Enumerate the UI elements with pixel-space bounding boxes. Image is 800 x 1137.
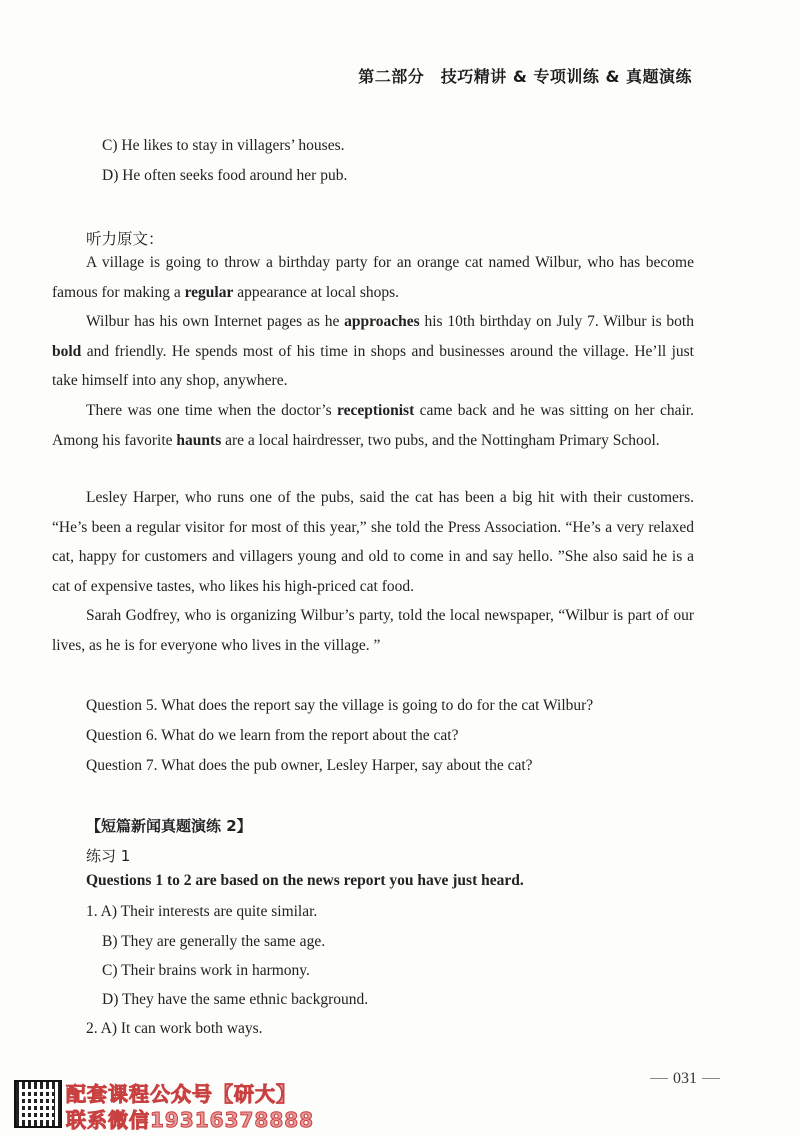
option-1c: C) Their brains work in harmony.: [102, 962, 310, 979]
transcript-paragraph-2: Wilbur has his own Internet pages as he approaches his 10th birthday on July 7. Wilbur is both bold and friendly. He spends most of his time in shops and businesses around the village. He’ll just take himself into any shop, anywhere.: [52, 313, 694, 390]
transcript-paragraph-3: There was one time when the doctor’s receptionist came back and he was sitting on her chair. Among his favorite haunts are a local hairdresser, two pubs, and the Nottingham Primary School.: [52, 402, 694, 449]
question-7: Question 7. What does the pub owner, Lesley Harper, say about the cat?: [86, 757, 533, 774]
section-title: 【短篇新闻真题演练 2】: [86, 817, 252, 835]
option-d-top: D) He often seeks food around her pub.: [102, 167, 348, 184]
option-1a: 1. A) Their interests are quite similar.: [86, 903, 318, 920]
option-2a: 2. A) It can work both ways.: [86, 1020, 263, 1037]
page-number: 031: [650, 1066, 720, 1092]
transcript-paragraph-5: Sarah Godfrey, who is organizing Wilbur’s party, told the local newspaper, “Wilbur is part of our lives, as he is for everyone who lives in the village. ”: [52, 607, 694, 654]
option-c-top: C) He likes to stay in villagers’ houses.: [102, 137, 345, 154]
transcript-label: 听力原文：: [86, 230, 164, 248]
exercise-label: 练习 1: [86, 847, 131, 865]
transcript-paragraph-4: Lesley Harper, who runs one of the pubs, said the cat has been a big hit with their customers. “He’s been a regular visitor for most of this year,” she told the Press Association. “He’s a very relaxed cat, happy for customers and villagers young and old to come in and say hello. ”She also said he is a cat of expensive tastes, who likes his high-priced cat food.: [52, 489, 694, 595]
transcript-paragraph-1: A village is going to throw a birthday party for an orange cat named Wilbur, who has become famous for making a regular appearance at local shops.: [52, 254, 694, 301]
question-6: Question 6. What do we learn from the report about the cat?: [86, 727, 459, 744]
question-5: Question 5. What does the report say the village is going to do for the cat Wilbur?: [86, 697, 594, 714]
qr-code: [14, 1080, 62, 1128]
watermark-line-2: 联系微信19316378888: [66, 1108, 315, 1132]
option-1b: B) They are generally the same age.: [102, 933, 326, 950]
running-header: 第二部分 技巧精讲 & 专项训练 & 真题演练: [358, 67, 692, 86]
questions-instruction: Questions 1 to 2 are based on the news report you have just heard.: [86, 872, 524, 889]
option-1d: D) They have the same ethnic background.: [102, 991, 369, 1008]
watermark-line-1: 配套课程公众号【研大】: [66, 1082, 297, 1106]
